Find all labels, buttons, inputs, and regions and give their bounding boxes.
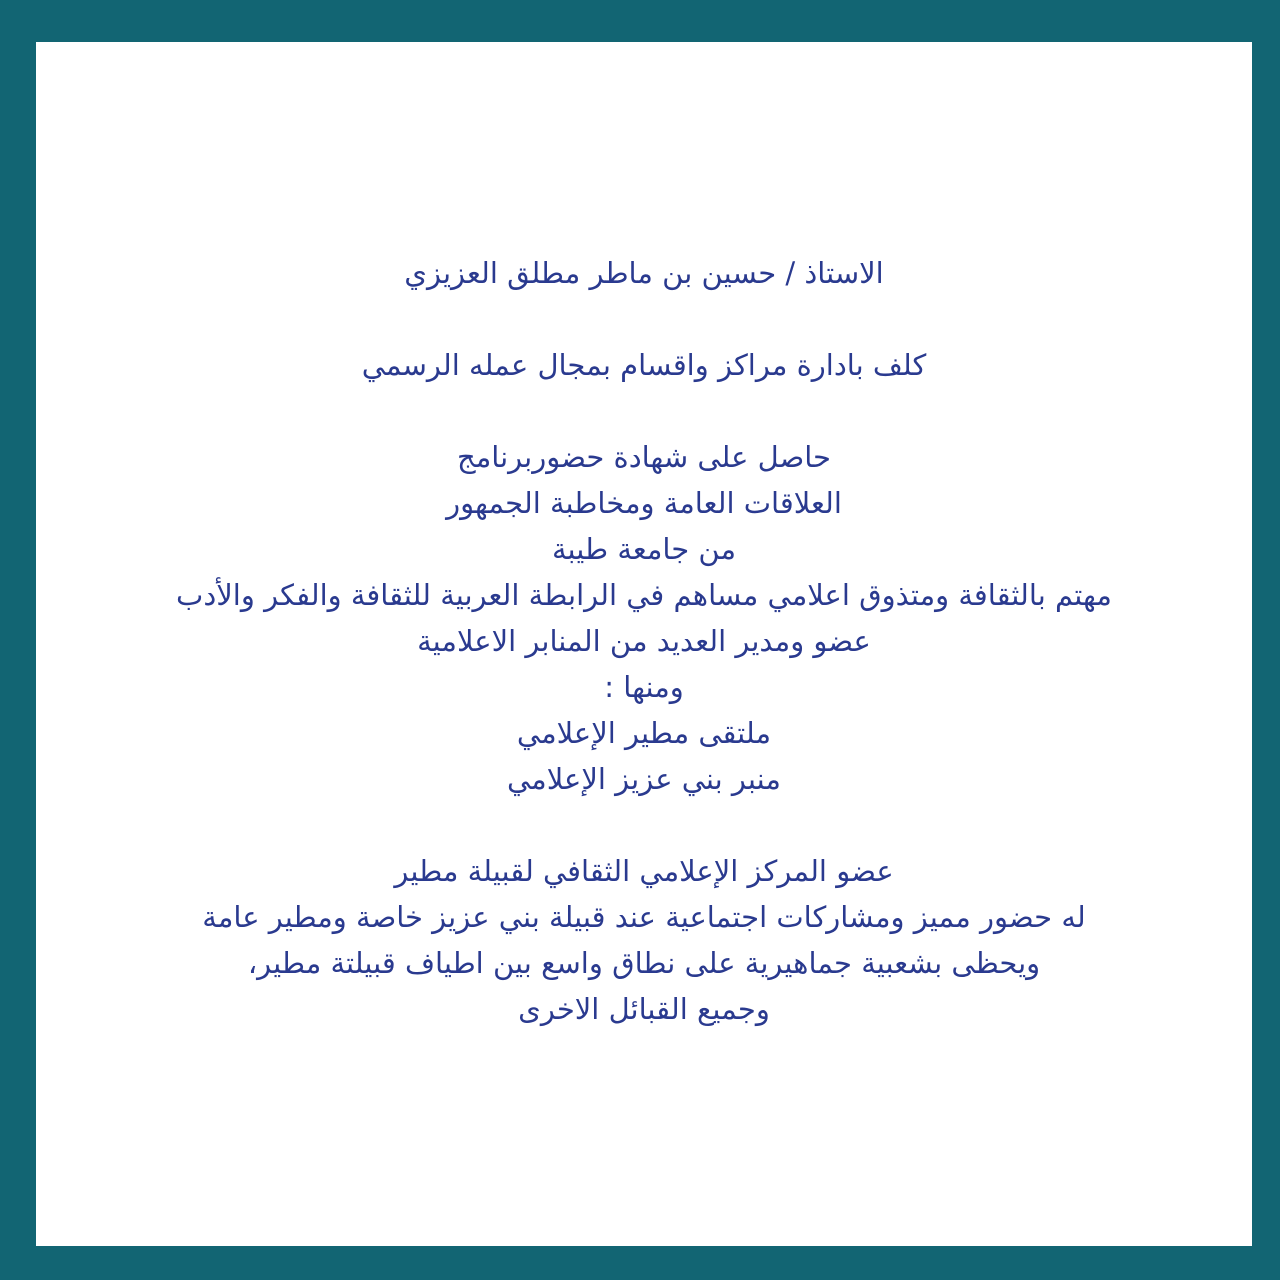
- spacer: [36, 388, 1252, 434]
- platform-line: منبر بني عزيز الإعلامي: [507, 762, 781, 796]
- certificate-line: حاصل على شهادة حضوربرنامج: [457, 440, 831, 474]
- spacer: [36, 802, 1252, 848]
- membership-line: عضو ومدير العديد من المنابر الاعلامية: [417, 624, 871, 658]
- document-body: [36, 250, 1252, 1032]
- interests-line: مهتم بالثقافة ومتذوق اعلامي مساهم في الرابطة العربية للثقافة والفكر والأدب: [176, 578, 1112, 612]
- presence-line: له حضور مميز ومشاركات اجتماعية عند قبيلة بني عزيز خاصة ومطير عامة: [202, 900, 1086, 934]
- presence-line: ويحظى بشعبية جماهيرية على نطاق واسع بين اطياف قبيلتة مطير،: [247, 946, 1041, 980]
- including-line: ومنها :: [604, 670, 684, 704]
- center-member-line: عضو المركز الإعلامي الثقافي لقبيلة مطير: [394, 854, 894, 888]
- certificate-line: من جامعة طيبة: [551, 532, 736, 566]
- presence-line: وجميع القبائل الاخرى: [518, 992, 770, 1026]
- spacer: [36, 296, 1252, 342]
- document-card: [36, 42, 1252, 1246]
- document-title: الاستاذ / حسين بن ماطر مطلق العزيزي: [404, 256, 884, 290]
- platform-line: ملتقى مطير الإعلامي: [516, 716, 772, 750]
- certificate-line: العلاقات العامة ومخاطبة الجمهور: [446, 486, 842, 520]
- role-line: كلف بادارة مراكز واقسام بمجال عمله الرسمي: [361, 348, 927, 382]
